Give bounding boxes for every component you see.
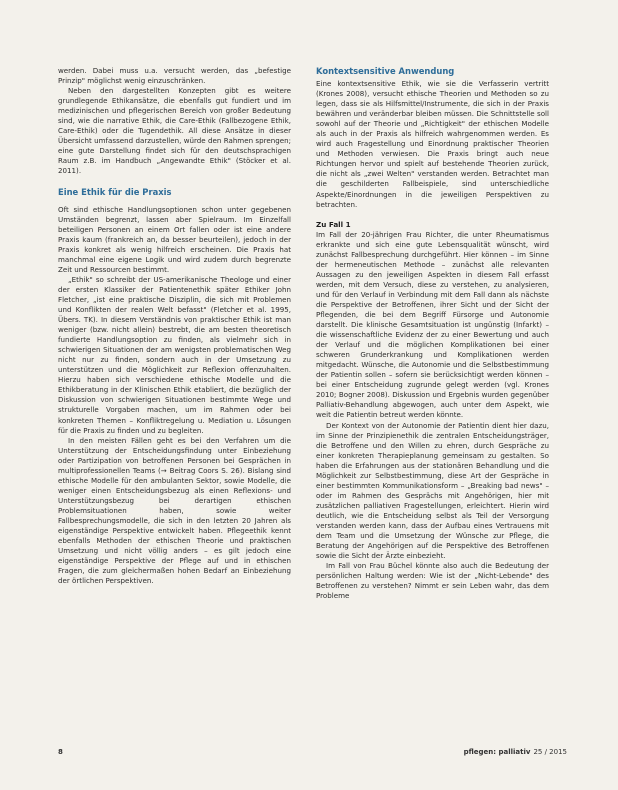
page-number: 8 [58,748,63,756]
section-heading-context: Kontextsensitive Anwendung [316,66,455,76]
left-intro-paragraph: werden. Dabei muss u.a. versucht werden, das „befestige Prinzip" möglichst wenig einzuschränken. [58,66,291,86]
right-column [316,66,549,601]
left-paragraph-3: „Ethik" so schreibt der US-amerikanische Theologe und einer der ersten Klassiker der Patientenethik später Ethiker John Fletcher, „ist eine praktische Disziplin, die sich mit Problemen und Konflikten der realen Welt befasst" (Fletcher et al. 1995, Übers. TK). In diesem Verständnis von praktischer Ethik ist man weniger (bzw. nicht allein) bestrebt, die am besten theoretisch fundierte Handlungsoption zu finden, als vielmehr sich in schwierigen Situationen der am wenigsten problematischen Weg nicht nur zu finden, sondern auch in der Umsetzung zu unterstützen und die Möglichkeit zur Reflexion offenzuhalten. Hierzu haben sich verschiedene ethische Modelle und die Ethikberatung in der Klinischen Ethik etabliert, die bezüglich der Diskussion von schwierigen Situationen bestimmte Wege und strukturelle Vorgaben machen, um im Rahmen oder bei konkreten Themen – Konfliktregelung u. Mediation u. Lösungen für die Praxis zu finden und zu begleiten. [58,274,291,435]
page-footer [58,746,567,758]
journal-info [464,746,567,758]
section-heading-practice: Eine Ethik für die Praxis [58,186,172,197]
case-title-1: Zu Fall 1 [316,219,351,229]
left-column [58,66,291,586]
left-paragraph-1: Neben den dargestellten Konzepten gibt es weitere grundlegende Ethikansätze, die ebenfalls gut fundiert und im medizinischen und pflegerischen Bereich von großer Bedeutung sind, wie die narrative Ethik, die Care-Ethik (Fallbezogene Ethik, Care-Ethik) oder die Tugendethik. All diese Ansätze in dieser Übersicht umfassend darzustellen, würde den Rahmen sprengen; eine gute Darstellung findet sich für den deutschsprachigen Raum z.B. im Handbuch „Angewandte Ethik" (Stöcker et al. 2011). [58,86,291,176]
left-paragraph-2: Oft sind ethische Handlungsoptionen schon unter gegebenen Umständen begrenzt, lassen aber Spielraum. Im Einzelfall beteiligen Personen an einem Ort fallen oder ist eine andere Praxis kaum (frankreich an, da besser beurteilen), jedoch in der Praxis konkret als wenig hilfreich erscheinen. Die Praxis hat manchmal eine eigene Logik und wird zudem durch begrenzte Zeit und Ressourcen bestimmt. [58,204,291,274]
right-paragraph-3: Der Kontext von der Autonomie der Patientin dient hier dazu, im Sinne der Prinzipienethik die zentralen Entscheidungsträger, die Betroffene und den Willen zu ehren, durch Gespräche zu einer konkreten Therapieplanung gemeinsam zu gestalten. So haben die Erfahrungen aus der stationären Behandlung und die Möglichkeit zur Selbstbestimmung, diese Art der Gespräche in einer bestimmten Kommunikationsform – „Breaking bad news" – oder im Rahmen des Gesprächs mit Angehörigen, hier mit zusätzlichen palliativen Fragestellungen, erleichtert. Hierin wird deutlich, wie die Entscheidung selbst als Teil der Versorgung verstanden werden kann, dass der Aufbau eines Vertrauens mit dem Team und die Umsetzung der Wünsche zur Pflege, die Beratung der Angehörigen auf die Perspektive des Betroffenen sowie die Sicht der Ärzte einbezieht. [316,420,549,561]
right-paragraph-2: Im Fall der 20-jährigen Frau Richter, die unter Rheumatismus erkrankte und sich eine gute Lebensqualität wünscht, wird zunächst Fallbesprechung durchgeführt. Hier können – im Sinne der hermeneutischen Methode – zunächst alle relevanten Aussagen zu den jeweiligen Aspekten in diesem Fall erfasst werden, mit dem Versuch, diese zu verstehen, zu analysieren, und für den Verlauf in Verbindung mit dem Fall dann als nächste die Perspektive der Betroffenen, ihrer Sicht und der Sicht der Pflegenden, die bei dem Begriff Fürsorge und Autonomie darstellt. Die klinische Gesamtsituation ist ungünstig (Infarkt) – die wissenschaftliche Evidenz der zu einer Bewertung und auch der Verlauf und die möglichen Komplikationen bei einer schweren Grunderkrankung und Komplikationen werden mitgedacht. Wünsche, die Autonomie und die Selbstbestimmung der Patientin sollen – sofern sie berücksichtigt werden können – bei einer Entscheidung zugrunde gelegt werden (vgl. Krones 2010; Bogner 2008). Diskussion und Ergebnis wurden gegenüber Palliativ-Behandlung abgewogen, auch unter dem Aspekt, wie weit die Patientin betreut werden könnte. [316,229,549,420]
right-paragraph-1: Eine kontextsensitive Ethik, wie sie die Verfasserin vertritt (Krones 2008), versucht ethische Theorien und Methoden so zu legen, dass sie als Hilfsmittel/Instrumente, die sich in der Praxis bewähren und veränderbar bleiben müssen. Die Schnittstelle soll sowohl auf der Theorie und „Richtigkeit" der ethischen Modelle als auch in der Praxis als hilfreich wahrgenommen werden. Es wird auch Fragestellung und Einordnung praktischer Theorien und Methoden verwiesen. Die Praxis bringt auch neue Richtungen hervor und spielt auf bestehende Theorien zurück, die nicht als „zwei Welten" verstanden werden. Betrachtet man die geschilderten Fallbeispiele, sind unterschiedliche Aspekte/Einordnungen in die jeweiligen Perspektiven zu betrachten. [316,79,549,209]
journal-issue: 25 / 2015 [533,748,567,756]
right-paragraph-4: Im Fall von Frau Büchel könnte also auch die Bedeutung der persönlichen Haltung werden: Wie ist der „Nicht-Lebende" des Betroffenen zu verstehen? Nimmt er sein Leben wahr, das dem Probleme [316,561,549,601]
left-paragraph-4: In den meisten Fällen geht es bei den Verfahren um die Unterstützung der Entscheidungsfindung unter Einbeziehung oder Partizipation von betroffenen Personen bei Gesprächen in multiprofessionellen Teams (→ Beitrag Coors S. 26). Bislang sind ethische Modelle für den ambulanten Sektor, sowie Modelle, die weniger einen Entscheidungsbezug als einen Reflexions- und Unterstützungsbezug bei derartigen ethischen Problemsituationen haben, sowie weiter Fallbesprechungsmodelle, die sich in den letzten 20 Jahren als eigenständige Perspektive entwickelt haben. Pflegeethik kennt ebenfalls Methoden der ethischen Theorie und praktischen Umsetzung und nicht völlig anders – es gilt jedoch eine eigenständige Perspektive der Pflege auf und in ethischen Fragen, die zum gleichermaßen hohen Bedarf an Einbeziehung der örtlichen Perspektiven. [58,435,291,586]
journal-name: pflegen: palliativ [463,748,531,756]
